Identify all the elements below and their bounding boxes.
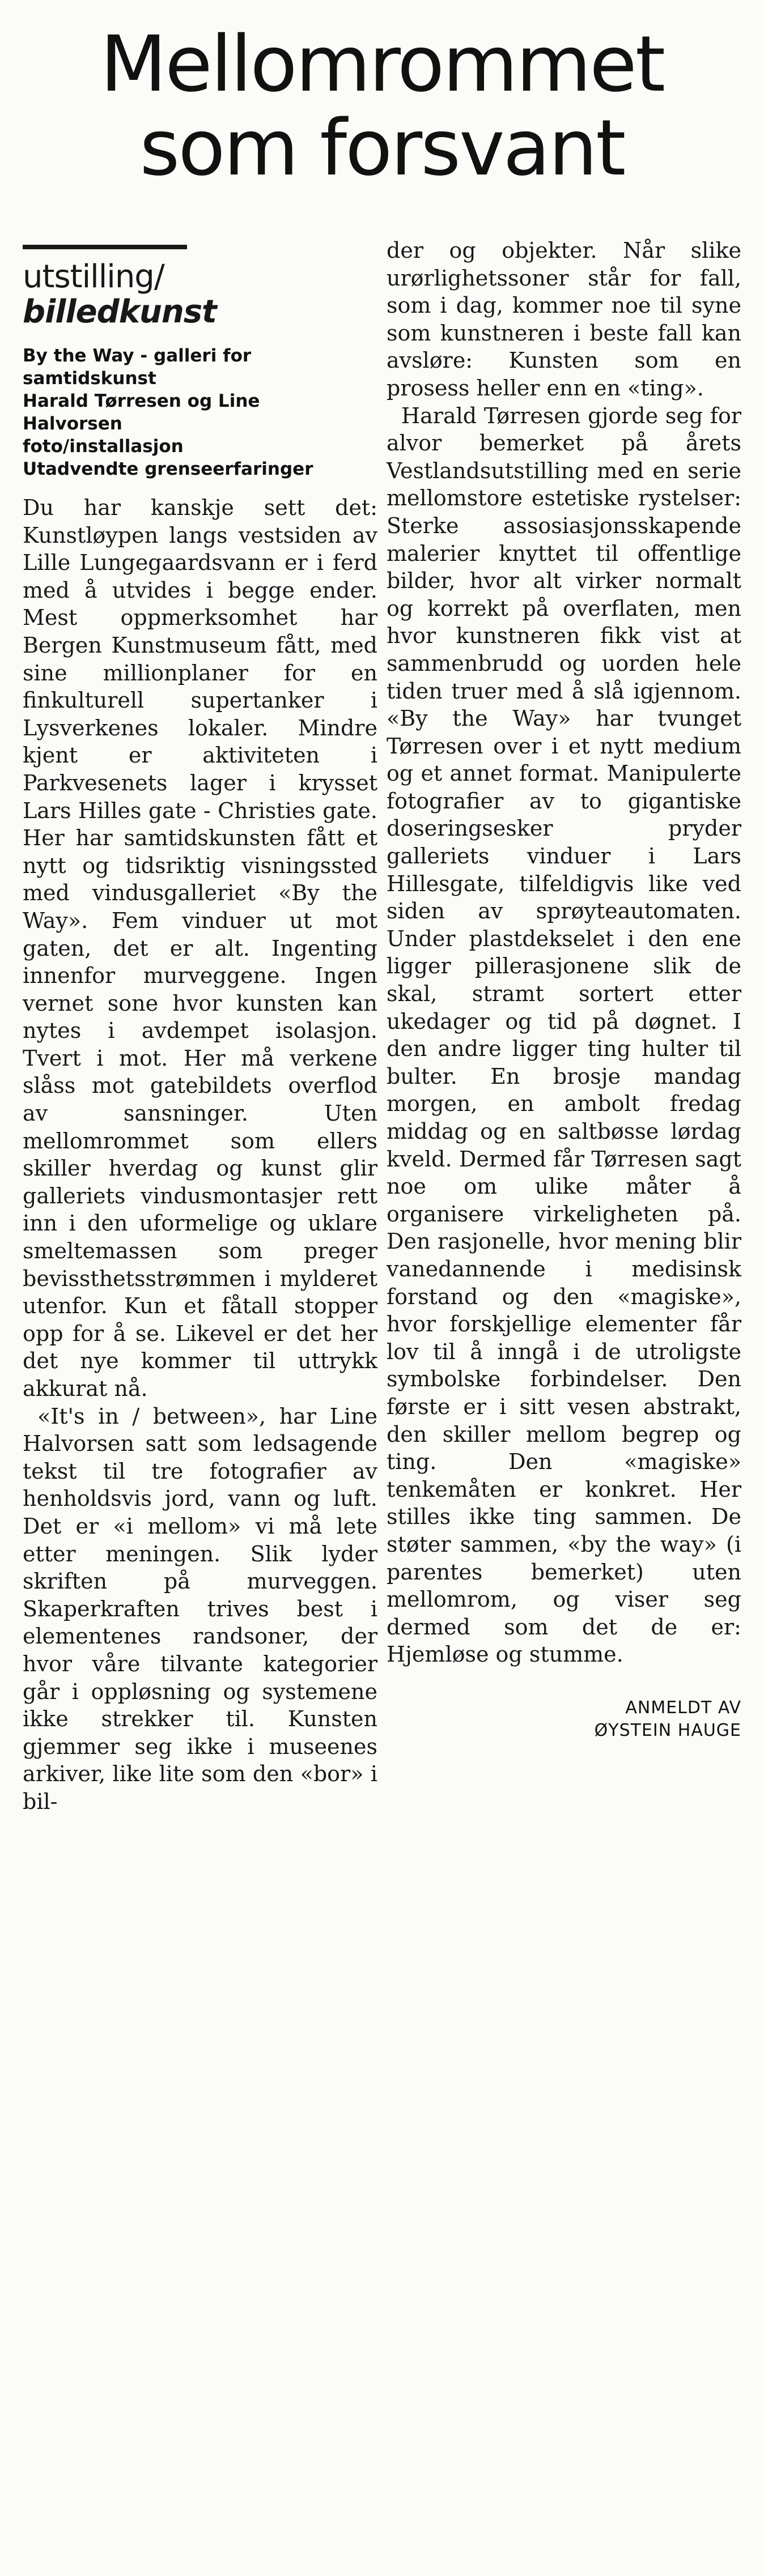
exhibition-factbox [23,344,377,480]
headline [23,20,741,193]
headline-line-2: som forsvant [139,104,625,193]
rubric-line-1: utstilling/ [23,258,164,295]
left-column [23,232,377,1816]
right-column [387,237,741,1742]
byline-signature [387,1697,741,1742]
body-paragraph: «It's in / between», har Line Halvorsen satt som ledsagende tekst til tre fotografier av henholdsvis jord, vann og luft. Det er «i mellom» vi må lete etter meningen. Slik lyder skriften på murveggen. Skaperkraften trives best i elementenes randsoner, der hvor våre tilvante kategorier går i oppløsning og systemene ikke strekker til. Kunsten gjemmer seg ikke i museenes arkiver, like lite som den «bor» i bil- [23,1403,377,1814]
body-paragraph: der og objekter. Når slike urørlighetssoner står for fall, som i dag, kommer noe til syne som kunstneren i beste fall kan avsløre: Kunsten som en prosess heller enn en «ting». [387,238,741,401]
body-paragraph: Harald Tørresen gjorde seg for alvor bemerket på årets Vestlandsutstilling med en serie mellomstore estetiske rystelser: Sterke assosiasjonsskapende malerier knyttet til offentlige bilder, hvor alt virker normalt og korrekt på overflaten, men hvor kunstneren fikk vist at sammenbrudd og uorden hele tiden truer med å slå igjennom. «By the Way» har tvunget Tørresen over i et nytt medium og et annet format. Manipulerte fotografier av to gigantiske doseringsesker pryder galleriets vinduer i Lars Hillesgate, tilfeldigvis like ved siden av sprøyteautomaten. Under plastdekselet i den ene ligger pillerasjonene slik de skal, stramt sortert etter ukedager og tid på døgnet. I den andre ligger ting hulter til bulter. En brosje mandag morgen, en ambolt fredag middag og en saltbøsse lørdag kveld. Dermed får Tørresen sagt noe om ulike måter å organisere virkeligheten på. Den rasjonelle, hvor mening blir vanedannende i medisinsk forstand og den «magiske», hvor forskjellige elementer får lov til å inngå i de utroligste symbolske forbindelser. Den første er i sitt vesen abstrakt, den skiller mellom begrep og ting. Den «magiske» tenkemåten er konkret. Her stilles ikke ting sammen. De støter sammen, «by the way» (i parentes bemerket) uten mellomrom, og viser seg dermed som det de er: Hjemløse og stumme. [387,403,741,1667]
section-rubric [23,245,217,330]
byline-label: ANMELDT AV [625,1697,741,1718]
factbox-line: Utadvendte grenseerfaringer [23,459,313,479]
factbox-line: By the Way - galleri for [23,346,252,366]
factbox-line: foto/installasjon [23,436,184,457]
factbox-line: Harald Tørresen og Line [23,391,260,411]
body-paragraph: Du har kanskje sett det: Kunstløypen langs vestsiden av Lille Lungegaardsvann er i ferd med å utvides i begge ender. Mest oppmerksomhet har Bergen Kunstmuseum fått, med sine millionplaner for en finkulturell supertanker i Lysverkenes lokaler. Mindre kjent er aktiviteten i Parkvesenets lager i krysset Lars Hilles gate - Christies gate. Her har samtidskunsten fått et nytt og tidsriktig visningssted med vindusgalleriet «By the Way». Fem vinduer ut mot gaten, det er alt. Ingenting innenfor murveggene. Ingen vernet sone hvor kunsten kan nytes i avdempet isolasjon. Tvert i mot. Her må verkene slåss mot gatebildets overflod av sansninger. Uten mellomrommet som ellers skiller hverdag og kunst glir galleriets vindusmontasjer rett inn i den uformelige og uklare smeltemassen som preger bevissthetsstrømmen i mylderet utenfor. Kun et fåtall stopper opp for å se. Likevel er det her det nye kommer til uttrykk akkurat nå. [23,495,377,1401]
rubric-line-2: billedkunst [23,293,217,330]
factbox-line: samtidskunst [23,368,156,389]
byline-author: ØYSTEIN HAUGE [594,1720,741,1740]
factbox-line: Halvorsen [23,414,122,434]
headline-line-1: Mellomrommet [100,20,664,109]
